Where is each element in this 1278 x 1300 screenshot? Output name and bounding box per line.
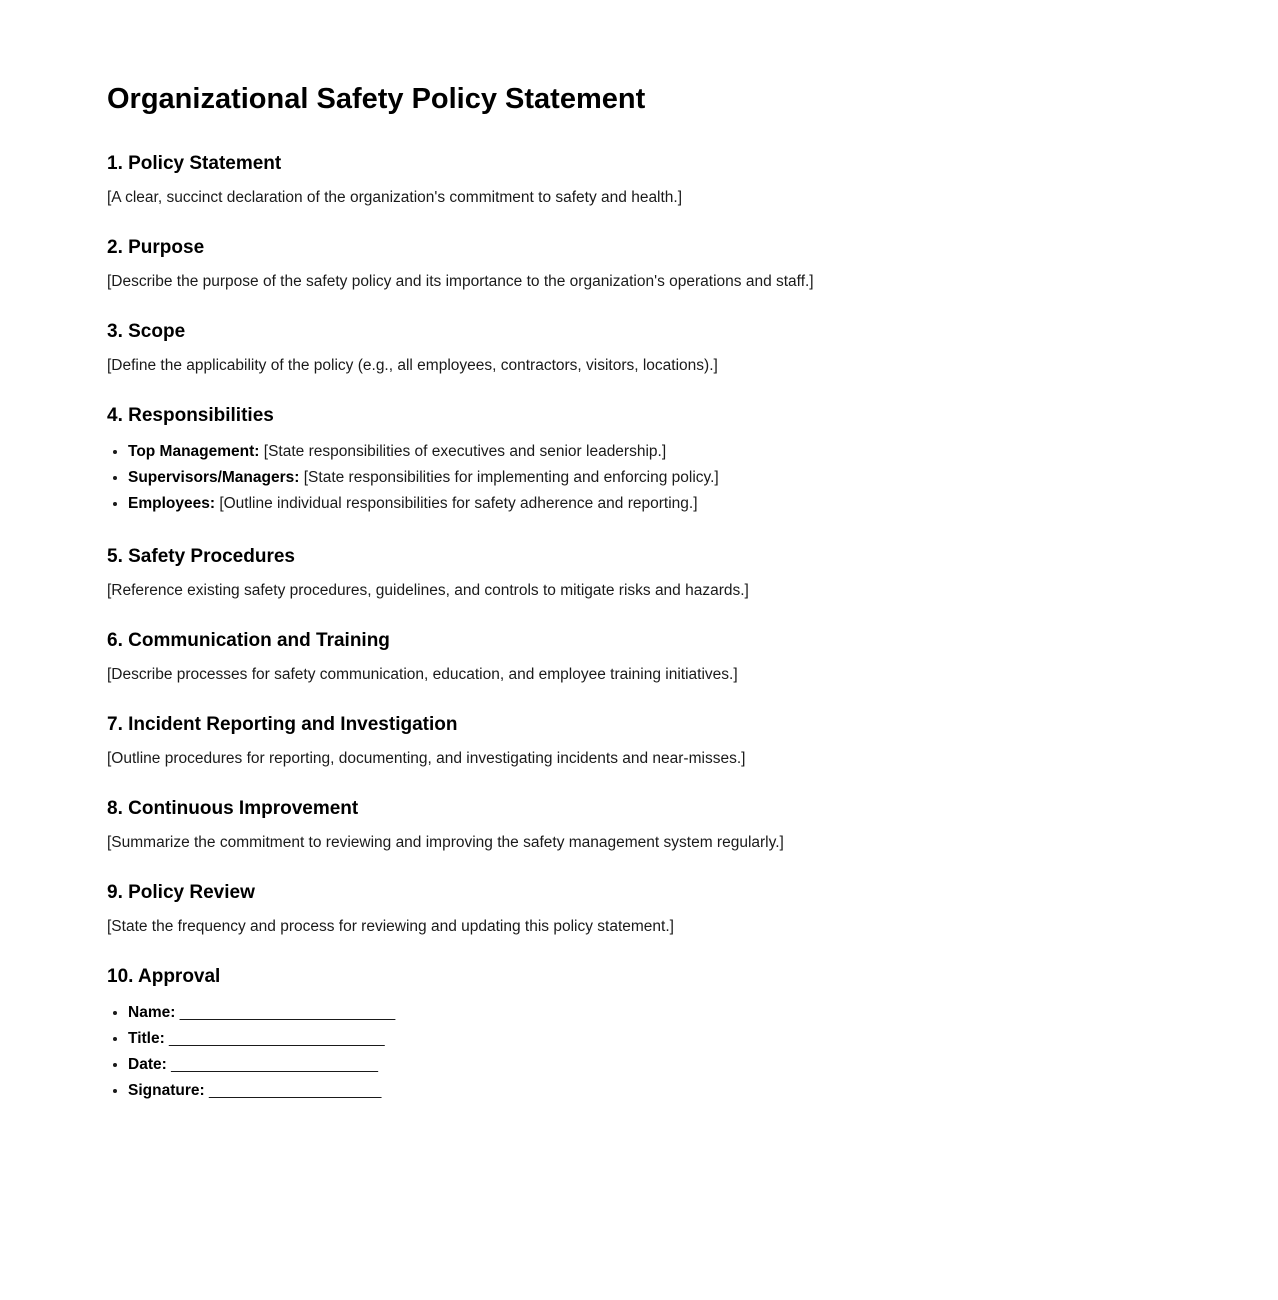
list-item [128, 439, 1171, 465]
section-heading: 10. Approval [107, 966, 221, 987]
list-item-text: [State responsibilities of executives and senior leadership.] [259, 443, 667, 460]
approval-title-line [128, 1026, 1171, 1052]
approval-name-line [128, 1000, 1171, 1026]
section-heading: 8. Continuous Improvement [107, 798, 359, 819]
section-safety-procedures [107, 545, 1171, 601]
section-heading: 1. Policy Statement [107, 153, 282, 174]
responsibilities-list [107, 439, 1171, 517]
approval-signature-line [128, 1078, 1171, 1104]
section-heading: 4. Responsibilities [107, 405, 274, 426]
section-body: [State the frequency and process for reviewing and updating this policy statement.] [107, 918, 674, 935]
section-body: [Describe processes for safety communication, education, and employee training initiatives.] [107, 666, 738, 683]
section-approval [107, 965, 1171, 1104]
list-item [128, 465, 1171, 491]
section-policy-review [107, 881, 1171, 937]
section-incident-reporting [107, 713, 1171, 769]
fill-in-line: ________________________ [166, 1056, 378, 1073]
section-body: [A clear, succinct declaration of the organization's commitment to safety and health.] [107, 189, 683, 206]
section-continuous-improvement [107, 797, 1171, 853]
section-responsibilities [107, 404, 1171, 517]
list-item-term: Title: [128, 1030, 165, 1047]
section-policy-statement [107, 152, 1171, 208]
list-item-term: Name: [128, 1004, 176, 1021]
list-item-term: Supervisors/Managers: [128, 469, 300, 486]
section-purpose [107, 236, 1171, 292]
section-heading: 6. Communication and Training [107, 630, 390, 651]
section-heading: 3. Scope [107, 321, 186, 342]
list-item-term: Employees: [128, 495, 216, 512]
list-item [128, 491, 1171, 517]
approval-list [107, 1000, 1171, 1104]
approval-date-line [128, 1052, 1171, 1078]
section-heading: 5. Safety Procedures [107, 546, 295, 567]
section-body: [Define the applicability of the policy (e.g., all employees, contractors, visitors, locations).] [107, 357, 718, 374]
list-item-text: [Outline individual responsibilities for safety adherence and reporting.] [215, 495, 698, 512]
section-body: [Describe the purpose of the safety policy and its importance to the organization's operations and staff.] [107, 273, 814, 290]
section-heading: 2. Purpose [107, 237, 205, 258]
section-heading: 7. Incident Reporting and Investigation [107, 714, 458, 735]
page-title: Organizational Safety Policy Statement [107, 83, 646, 115]
list-item-term: Date: [128, 1056, 167, 1073]
list-item-term: Top Management: [128, 443, 260, 460]
section-heading: 9. Policy Review [107, 882, 255, 903]
fill-in-line: ____________________ [204, 1082, 382, 1099]
fill-in-line: _________________________ [164, 1030, 385, 1047]
section-body: [Outline procedures for reporting, documenting, and investigating incidents and near-misses.] [107, 750, 746, 767]
section-body: [Reference existing safety procedures, guidelines, and controls to mitigate risks and hazards.] [107, 582, 749, 599]
list-item-text: [State responsibilities for implementing and enforcing policy.] [299, 469, 719, 486]
section-body: [Summarize the commitment to reviewing and improving the safety management system regularly.] [107, 834, 784, 851]
list-item-term: Signature: [128, 1082, 205, 1099]
fill-in-line: _________________________ [175, 1004, 396, 1021]
section-communication-training [107, 629, 1171, 685]
section-scope [107, 320, 1171, 376]
